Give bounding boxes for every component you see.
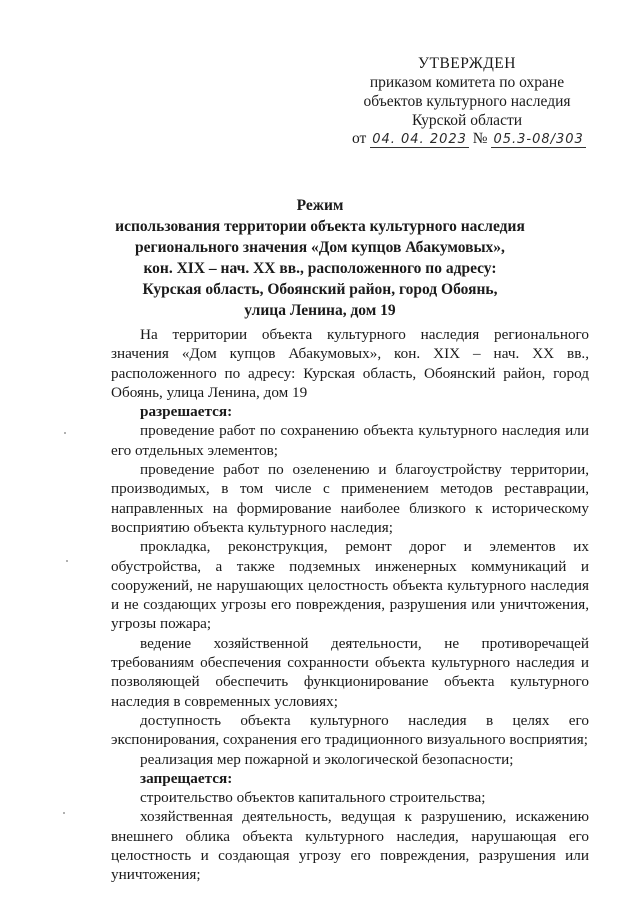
approval-title: УТВЕРЖДЕН bbox=[418, 55, 516, 72]
document-heading bbox=[100, 195, 540, 321]
allowed-item: доступность объекта культурного наследия в целях его экспонирования, сохранения его традиционного визуального восприятия; bbox=[111, 711, 589, 749]
forbidden-label: запрещается: bbox=[140, 769, 233, 787]
heading-line-3: регионального значения «Дом купцов Абакумовых», bbox=[135, 239, 505, 256]
intro-paragraph: На территории объекта культурного наследия регионального значения «Дом купцов Абакумовых», кон. XIX – нач. XX вв., расположенного по адресу: Курская область, Обоянский район, город Обоянь, улица Ленина, дом 19 bbox=[111, 326, 589, 401]
approval-line-3: Курской области bbox=[411, 112, 523, 129]
scan-speck bbox=[63, 812, 65, 814]
allowed-item: прокладка, реконструкция, ремонт дорог и элементов их обустройства, а также подземных инженерных коммуникаций и сооружений, не нарушающих целостность объекта культурного наследия и не создающих угрозы его повреждения, разрушения или уничтожения, угрозы пожара; bbox=[111, 538, 589, 633]
approval-number: 05.3-08/303 bbox=[493, 132, 584, 147]
allowed-label: разрешается: bbox=[140, 403, 233, 421]
from-label: от bbox=[352, 130, 367, 147]
scan-speck bbox=[64, 432, 66, 434]
allowed-item: реализация мер пожарной и экологической безопасности; bbox=[140, 750, 514, 768]
forbidden-item: строительство объектов капитального строительства; bbox=[140, 789, 486, 807]
number-label: № bbox=[472, 130, 488, 147]
allowed-item: проведение работ по озеленению и благоустройству территории, производимых, в том числе с применением методов реставрации, направленных на формирование наиболее близкого к историческому восприятию объекта культурного наследия; bbox=[111, 461, 589, 536]
heading-line-6: улица Ленина, дом 19 bbox=[244, 302, 396, 319]
approval-date: 04. 04. 2023 bbox=[372, 132, 467, 147]
allowed-item: проведение работ по сохранению объекта культурного наследия или его отдельных элементов; bbox=[111, 422, 589, 459]
approval-block bbox=[352, 54, 582, 130]
approval-date-number bbox=[352, 130, 592, 148]
approval-line-2: объектов культурного наследия bbox=[363, 93, 571, 110]
forbidden-item: хозяйственная деятельность, ведущая к разрушению, искажению внешнего облика объекта культурного наследия, нарушающая его целостность и создающая угрозу его повреждения, разрушения или уничтожения; bbox=[111, 808, 589, 884]
heading-line-1: Режим bbox=[296, 197, 344, 214]
heading-line-5: Курская область, Обоянский район, город Обоянь, bbox=[142, 281, 498, 298]
heading-line-2: использования территории объекта культурного наследия bbox=[115, 218, 525, 235]
scan-speck bbox=[66, 560, 68, 562]
approval-line-1: приказом комитета по охране bbox=[369, 74, 565, 91]
allowed-item: ведение хозяйственной деятельности, не противоречащей требованиям обеспечения сохранности объекта культурного наследия и позволяющей обеспечить функционирование объекта культурного наследия в современных условиях; bbox=[111, 634, 589, 710]
heading-line-4: кон. XIX – нач. XX вв., расположенного по адресу: bbox=[143, 260, 497, 277]
document-body bbox=[111, 325, 589, 885]
